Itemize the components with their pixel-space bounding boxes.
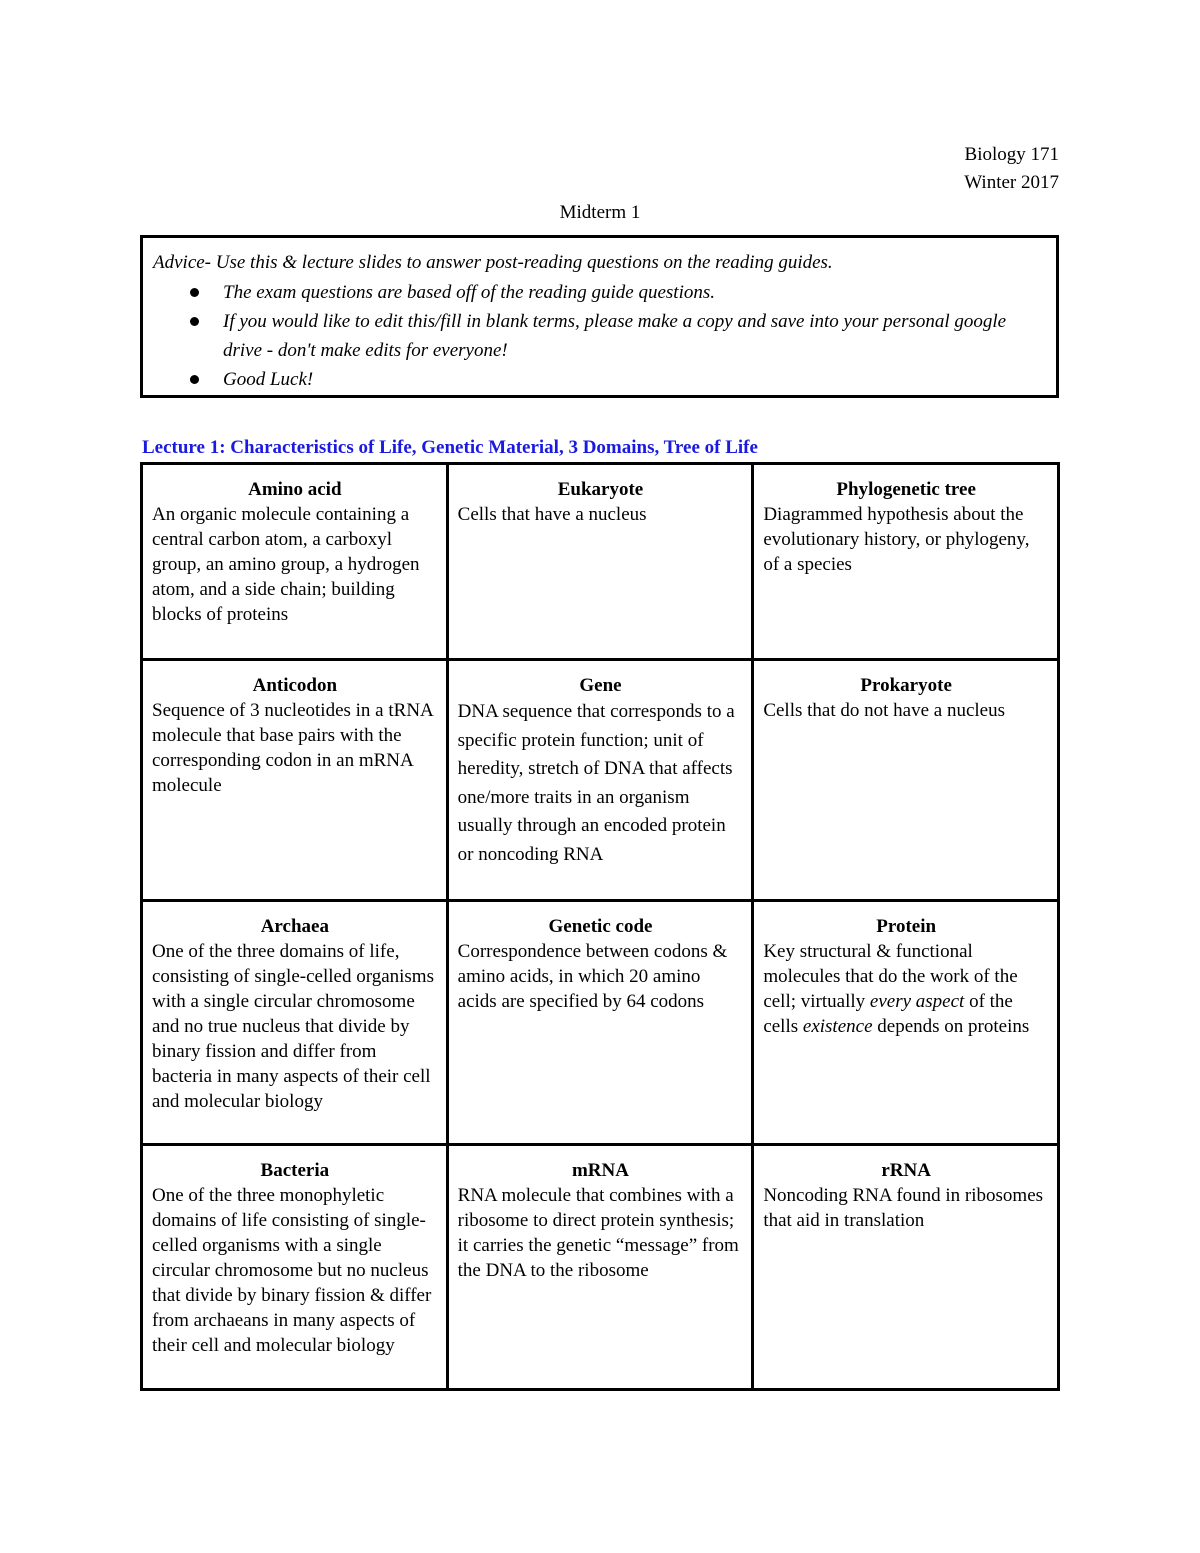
bullet-icon xyxy=(190,317,199,326)
course-label: Biology 171 xyxy=(964,144,1059,165)
term-cell-anticodon xyxy=(142,660,448,901)
advice-bullet-text: The exam questions are based off of the reading guide questions. xyxy=(223,282,716,303)
terms-table xyxy=(140,462,1060,1391)
term-name: Prokaryote xyxy=(860,675,952,696)
table-row xyxy=(142,464,1059,660)
term-definition xyxy=(763,939,1049,1039)
term-label: Winter 2017 xyxy=(964,172,1059,193)
term-definition: Sequence of 3 nucleotides in a tRNA molecule that base pairs with the corresponding codon in an mRNA molecule xyxy=(152,700,433,796)
term-name: Genetic code xyxy=(548,916,653,937)
term-cell-eukaryote xyxy=(447,464,753,660)
definition-emphasis: existence xyxy=(802,1016,873,1037)
term-definition: DNA sequence that corresponds to a specific protein function; unit of heredity, stretch of DNA that affects one/more traits in an organism usually through an encoded protein or noncoding RNA xyxy=(457,701,735,865)
term-cell-gene xyxy=(447,660,753,901)
term-definition: RNA molecule that combines with a ribosome to direct protein synthesis; it carries the genetic “message” from the DNA to the ribosome xyxy=(457,1185,739,1281)
bullet-icon xyxy=(190,375,199,384)
advice-intro: Advice- Use this & lecture slides to answer post-reading questions on the reading guides. xyxy=(153,252,833,273)
term-name: Eukaryote xyxy=(557,479,644,500)
term-name: rRNA xyxy=(881,1160,931,1181)
definition-emphasis: every aspect xyxy=(869,991,965,1012)
term-definition: Cells that have a nucleus xyxy=(457,504,647,525)
advice-bullet xyxy=(143,365,1056,394)
term-name: Archaea xyxy=(260,916,329,937)
table-row xyxy=(142,660,1059,901)
term-cell-amino-acid xyxy=(142,464,448,660)
term-name: Phylogenetic tree xyxy=(836,479,976,500)
definition-text: of the cells xyxy=(763,991,1013,1037)
term-definition: One of the three monophyletic domains of life consisting of single-celled organisms with a single circular chromosome but no nucleus that divide by binary fission & differ from archaeans in many aspects of their cell and molecular biology xyxy=(152,1185,432,1356)
term-definition: An organic molecule containing a central carbon atom, a carboxyl group, an amino group, a hydrogen atom, and a side chain; building blocks of proteins xyxy=(152,504,420,625)
advice-list xyxy=(143,278,1056,394)
term-name: mRNA xyxy=(571,1160,629,1181)
term-name: Bacteria xyxy=(260,1160,330,1181)
term-name: Amino acid xyxy=(248,479,342,500)
term-cell-genetic-code xyxy=(447,901,753,1145)
term-cell-protein xyxy=(753,901,1059,1145)
advice-bullet-text: Good Luck! xyxy=(223,369,314,390)
term-cell-mrna xyxy=(447,1145,753,1390)
term-definition: Cells that do not have a nucleus xyxy=(763,700,1005,721)
lecture-heading: Lecture 1: Characteristics of Life, Genetic Material, 3 Domains, Tree of Life xyxy=(142,437,758,458)
term-definition: Noncoding RNA found in ribosomes that aid in translation xyxy=(763,1185,1044,1231)
term-definition: One of the three domains of life, consisting of single-celled organisms with a single circular chromosome and no true nucleus that divide by binary fission and differ from bacteria in many aspects of their cell and molecular biology xyxy=(152,941,434,1112)
advice-bullet xyxy=(143,278,1056,307)
page-title: Midterm 1 xyxy=(559,202,641,223)
term-definition: Correspondence between codons & amino acids, in which 20 amino acids are specified by 64 codons xyxy=(457,941,728,1012)
table-row xyxy=(142,901,1059,1145)
definition-text: Key structural & functional molecules that do the work of the cell; virtually xyxy=(763,941,1018,1012)
advice-box xyxy=(140,235,1059,398)
term-name: Protein xyxy=(876,916,937,937)
term-cell-archaea xyxy=(142,901,448,1145)
term-cell-prokaryote xyxy=(753,660,1059,901)
term-definition: Diagrammed hypothesis about the evolutionary history, or phylogeny, of a species xyxy=(763,504,1030,575)
advice-bullet xyxy=(143,307,1056,365)
table-row xyxy=(142,1145,1059,1390)
term-cell-rrna xyxy=(753,1145,1059,1390)
definition-text: depends on proteins xyxy=(872,1016,1030,1037)
term-name: Gene xyxy=(579,675,622,696)
advice-bullet-text: If you would like to edit this/fill in blank terms, please make a copy and save into your personal google drive - don't make edits for everyone! xyxy=(223,311,1007,361)
term-cell-bacteria xyxy=(142,1145,448,1390)
term-cell-phylogenetic-tree xyxy=(753,464,1059,660)
term-name: Anticodon xyxy=(252,675,338,696)
bullet-icon xyxy=(190,288,199,297)
